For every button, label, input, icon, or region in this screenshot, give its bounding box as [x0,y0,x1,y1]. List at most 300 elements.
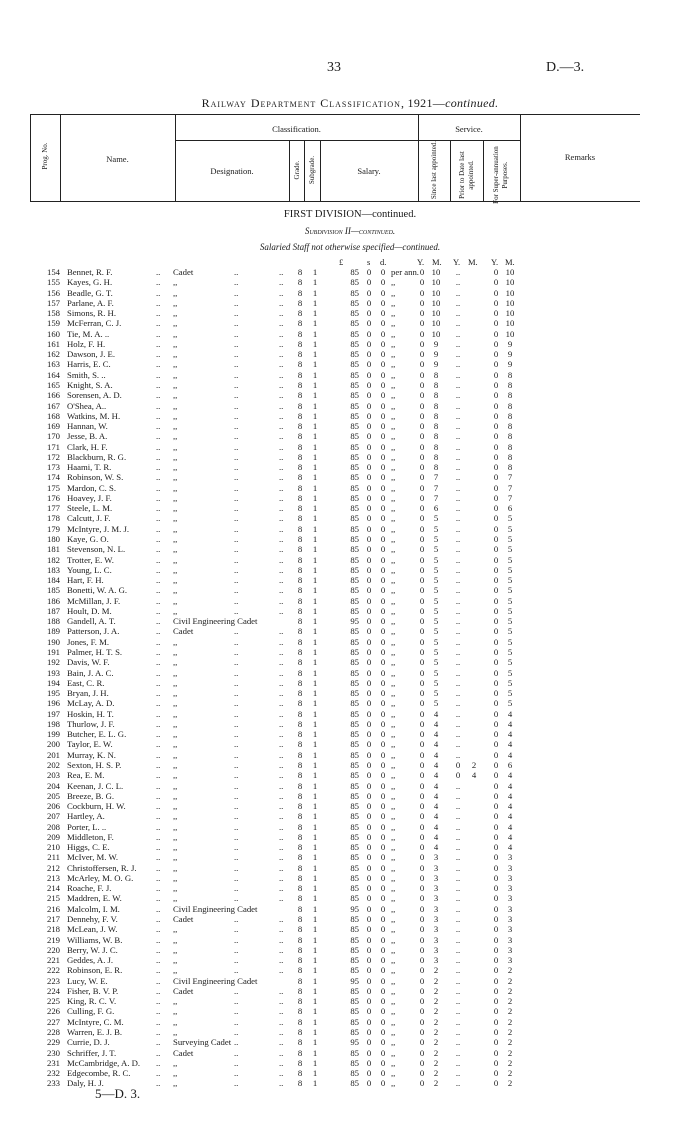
dot-leader: .. [156,534,161,545]
grade-cell: 8 [297,924,303,935]
since-last-months-cell: 5 [433,534,439,545]
prior-years-cell: .. [455,369,461,380]
unit-y3: Y. [491,257,499,267]
salary-pence-cell: 0 [380,534,386,545]
designation-cell: ,, [173,924,178,935]
salary-pounds-cell: 85 [350,646,359,657]
dot-leader: .. [156,441,161,452]
table-row [0,955,700,965]
dot-leader: .. [234,503,239,514]
since-last-years-cell: 0 [419,523,425,534]
dot-leader: .. [279,1068,284,1079]
dot-leader: .. [279,595,284,606]
grade-cell: 8 [297,482,303,493]
salary-shillings-cell: 0 [366,852,372,863]
salary-pounds-cell: 85 [350,657,359,668]
grade-cell: 8 [297,277,303,288]
prior-years-cell: .. [455,862,461,873]
superannuation-years-cell: 0 [493,759,499,770]
superannuation-months-cell: 5 [507,688,513,699]
since-last-years-cell: 0 [419,379,425,390]
table-row [0,863,700,873]
salary-shillings-cell: 0 [366,564,372,575]
since-last-years-cell: 0 [419,934,425,945]
dot-leader: .. [234,780,239,791]
salary-period-cell: ,, [391,513,396,524]
salary-period-cell: ,, [391,1078,396,1089]
superannuation-years-cell: 0 [493,359,499,370]
name-cell: Roache, F. J. [67,883,112,894]
since-last-months-cell: 10 [431,308,441,319]
since-last-years-cell: 0 [419,790,425,801]
dot-leader: .. [234,441,239,452]
grade-cell: 8 [297,267,303,277]
table-row [0,524,700,534]
since-last-months-cell: 5 [433,698,439,709]
designation-cell: Cadet [173,985,194,996]
dot-leader: .. [279,1026,284,1037]
prog-no-cell: 162 [46,349,60,360]
designation-cell: Cadet [173,1047,194,1058]
superannuation-months-cell: 3 [507,944,513,955]
subgrade-cell: 1 [312,893,318,904]
salary-pounds-cell: 85 [350,318,359,329]
since-last-months-cell: 8 [433,369,439,380]
dot-leader: .. [279,277,284,288]
designation-cell: ,, [173,308,178,319]
prior-years-cell: .. [455,688,461,699]
salary-period-cell: ,, [391,369,396,380]
superannuation-years-cell: 0 [493,842,499,853]
salary-period-cell: ,, [391,472,396,483]
subgrade-cell: 1 [312,975,318,986]
name-cell: Taylor, E. W. [67,739,113,750]
dot-leader: .. [156,718,161,729]
prog-no-cell: 206 [46,801,60,812]
since-last-years-cell: 0 [419,585,425,596]
designation-cell: ,, [173,431,178,442]
salary-period-cell: ,, [391,831,396,842]
dot-leader: .. [156,513,161,524]
prog-no-cell: 183 [46,564,60,575]
designation-cell: ,, [173,852,178,863]
superannuation-months-cell: 4 [507,831,513,842]
salary-shillings-cell: 0 [366,965,372,976]
superannuation-months-cell: 5 [507,564,513,575]
document-code: D.—3. [546,60,585,75]
prog-no-cell: 217 [46,914,60,924]
designation-cell: ,, [173,842,178,853]
dot-leader: .. [279,965,284,976]
since-last-years-cell: 0 [419,759,425,770]
salary-shillings-cell: 0 [366,349,372,360]
dot-leader: .. [156,462,161,473]
salary-pence-cell: 0 [380,503,386,514]
superannuation-years-cell: 0 [493,318,499,329]
designation-cell: ,, [173,636,178,647]
grade-cell: 8 [297,369,303,380]
grade-cell: 8 [297,595,303,606]
salary-period-cell: ,, [391,564,396,575]
since-last-years-cell: 0 [419,482,425,493]
salary-pounds-cell: 85 [350,338,359,349]
grade-cell: 8 [297,667,303,678]
table-row [0,503,700,513]
name-cell: Culling, F. G. [67,1006,115,1017]
subgrade-cell: 1 [312,1037,318,1048]
salary-period-cell: ,, [391,277,396,288]
since-last-years-cell: 0 [419,451,425,462]
dot-leader: .. [156,267,161,277]
dot-leader: .. [156,934,161,945]
dot-leader: .. [234,554,239,565]
salary-pounds-cell: 85 [350,955,359,966]
table-row [0,401,700,411]
salary-shillings-cell: 0 [366,441,372,452]
dot-leader: .. [156,698,161,709]
name-cell: Schriffer, J. T. [67,1047,117,1058]
dot-leader: .. [279,318,284,329]
since-last-months-cell: 5 [433,616,439,627]
salary-period-cell: ,, [391,872,396,883]
designation-cell: ,, [173,421,178,432]
superannuation-months-cell: 4 [507,708,513,719]
dot-leader: .. [234,636,239,647]
prog-no-cell: 227 [46,1016,60,1027]
salary-shillings-cell: 0 [366,287,372,298]
superannuation-months-cell: 7 [507,472,513,483]
dot-leader: .. [156,410,161,421]
since-last-years-cell: 0 [419,338,425,349]
superannuation-years-cell: 0 [493,287,499,298]
table-row [0,534,700,544]
salary-period-cell: ,, [391,451,396,462]
superannuation-years-cell: 0 [493,708,499,719]
superannuation-years-cell: 0 [493,790,499,801]
prog-no-cell: 170 [46,431,60,442]
subgrade-cell: 1 [312,564,318,575]
superannuation-years-cell: 0 [493,636,499,647]
salary-period-cell: ,, [391,903,396,914]
salary-pounds-cell: 85 [350,369,359,380]
dot-leader: .. [279,626,284,637]
dot-leader: .. [279,821,284,832]
salary-shillings-cell: 0 [366,914,372,924]
grade-cell: 8 [297,472,303,483]
superannuation-months-cell: 5 [507,616,513,627]
designation-cell: ,, [173,801,178,812]
salary-pounds-cell: 85 [350,759,359,770]
salary-shillings-cell: 0 [366,267,372,277]
grade-cell: 8 [297,770,303,781]
dot-leader: .. [234,646,239,657]
prior-years-cell: .. [455,708,461,719]
designation-cell: ,, [173,503,178,514]
prog-no-cell: 204 [46,780,60,791]
page-number: 33 [327,60,341,75]
grade-cell: 8 [297,503,303,514]
superannuation-months-cell: 8 [507,431,513,442]
superannuation-months-cell: 4 [507,790,513,801]
since-last-months-cell: 10 [431,328,441,339]
superannuation-years-cell: 0 [493,379,499,390]
salary-period-cell: ,, [391,605,396,616]
salary-shillings-cell: 0 [366,985,372,996]
designation-cell: ,, [173,349,178,360]
dot-leader: .. [279,801,284,812]
since-last-months-cell: 10 [431,277,441,288]
since-last-years-cell: 0 [419,914,425,924]
salary-shillings-cell: 0 [366,667,372,678]
prior-years-cell: .. [455,955,461,966]
since-last-years-cell: 0 [419,410,425,421]
superannuation-months-cell: 4 [507,718,513,729]
name-cell: Calcutt, J. F. [67,513,111,524]
salary-pence-cell: 0 [380,996,386,1007]
dot-leader: .. [156,277,161,288]
since-last-months-cell: 3 [433,862,439,873]
prior-years-cell: .. [455,359,461,370]
dot-leader: .. [234,431,239,442]
salary-pounds-cell: 85 [350,379,359,390]
superannuation-years-cell: 0 [493,616,499,627]
dot-leader: .. [156,431,161,442]
table-row [0,472,700,482]
salary-shillings-cell: 0 [366,944,372,955]
dot-leader: .. [156,554,161,565]
since-last-months-cell: 5 [433,585,439,596]
salary-shillings-cell: 0 [366,626,372,637]
since-last-months-cell: 9 [433,359,439,370]
salary-period-cell: ,, [391,482,396,493]
grade-cell: 8 [297,1078,303,1089]
designation-cell: ,, [173,657,178,668]
subgrade-cell: 1 [312,308,318,319]
subgrade-cell: 1 [312,523,318,534]
since-last-months-cell: 10 [431,287,441,298]
superannuation-months-cell: 10 [505,328,515,339]
dot-leader: .. [156,688,161,699]
table-row [0,575,700,585]
superannuation-years-cell: 0 [493,893,499,904]
since-last-years-cell: 0 [419,359,425,370]
superannuation-months-cell: 3 [507,883,513,894]
name-cell: Gandell, A. T. [67,616,116,627]
grade-cell: 8 [297,451,303,462]
salary-pounds-cell: 85 [350,1026,359,1037]
since-last-months-cell: 5 [433,513,439,524]
table-row [0,277,700,287]
prog-no-cell: 171 [46,441,60,452]
salary-period-cell: ,, [391,328,396,339]
superannuation-years-cell: 0 [493,544,499,555]
salary-shillings-cell: 0 [366,410,372,421]
salary-shillings-cell: 0 [366,677,372,688]
prog-no-cell: 176 [46,492,60,503]
prog-no-cell: 222 [46,965,60,976]
subgrade-cell: 1 [312,872,318,883]
superannuation-years-cell: 0 [493,400,499,411]
table-row [0,914,700,924]
grade-cell: 8 [297,821,303,832]
salary-shillings-cell: 0 [366,996,372,1007]
salary-shillings-cell: 0 [366,770,372,781]
prog-no-cell: 223 [46,975,60,986]
dot-leader: .. [156,1016,161,1027]
dot-leader: .. [234,1026,239,1037]
prog-no-cell: 200 [46,739,60,750]
dot-leader: .. [234,985,239,996]
designation-cell: ,, [173,554,178,565]
since-last-years-cell: 0 [419,718,425,729]
since-last-months-cell: 8 [433,462,439,473]
subgrade-cell: 1 [312,718,318,729]
dot-leader: .. [156,492,161,503]
salary-shillings-cell: 0 [366,934,372,945]
salary-shillings-cell: 0 [366,277,372,288]
grade-cell: 8 [297,575,303,586]
dot-leader: .. [156,852,161,863]
salary-shillings-cell: 0 [366,801,372,812]
superannuation-years-cell: 0 [493,739,499,750]
since-last-years-cell: 0 [419,1026,425,1037]
salary-pence-cell: 0 [380,616,386,627]
table-row [0,318,700,328]
prior-years-cell: .. [455,729,461,740]
salary-pounds-cell: 85 [350,421,359,432]
prog-no-cell: 220 [46,944,60,955]
salary-pence-cell: 0 [380,431,386,442]
superannuation-years-cell: 0 [493,821,499,832]
subgrade-cell: 1 [312,318,318,329]
dot-leader: .. [156,636,161,647]
dot-leader: .. [156,893,161,904]
since-last-months-cell: 6 [433,503,439,514]
name-cell: Cockburn, H. W. [67,801,126,812]
since-last-years-cell: 0 [419,308,425,319]
grade-cell: 8 [297,842,303,853]
salary-shillings-cell: 0 [366,1068,372,1079]
superannuation-years-cell: 0 [493,677,499,688]
salary-pence-cell: 0 [380,903,386,914]
grade-cell: 8 [297,523,303,534]
superannuation-years-cell: 0 [493,698,499,709]
salary-period-cell: ,, [391,749,396,760]
superannuation-months-cell: 5 [507,698,513,709]
dot-leader: .. [279,759,284,770]
salary-shillings-cell: 0 [366,729,372,740]
salary-shillings-cell: 0 [366,739,372,750]
name-cell: Geddes, A. J. [67,955,114,966]
prog-no-cell: 199 [46,729,60,740]
dot-leader: .. [234,718,239,729]
prior-years-cell: .. [455,595,461,606]
salary-pence-cell: 0 [380,585,386,596]
designation-cell: ,, [173,708,178,719]
prior-years-cell: .. [455,944,461,955]
prog-no-cell: 165 [46,379,60,390]
superannuation-years-cell: 0 [493,441,499,452]
since-last-months-cell: 3 [433,903,439,914]
table-row [0,431,700,441]
salary-pence-cell: 0 [380,575,386,586]
subgrade-cell: 1 [312,400,318,411]
prior-years-cell: .. [455,852,461,863]
salary-period-cell: ,, [391,1016,396,1027]
designation-cell: ,, [173,821,178,832]
dot-leader: .. [279,1078,284,1089]
subgrade-cell: 1 [312,277,318,288]
salary-period-cell: ,, [391,308,396,319]
salary-shillings-cell: 0 [366,503,372,514]
salary-period-cell: ,, [391,842,396,853]
salary-pence-cell: 0 [380,492,386,503]
since-last-months-cell: 2 [433,1057,439,1068]
salary-shillings-cell: 0 [366,338,372,349]
dot-leader: .. [279,944,284,955]
salary-period-cell: ,, [391,975,396,986]
prior-years-cell: .. [455,1078,461,1089]
salary-pounds-cell: 85 [350,944,359,955]
superannuation-months-cell: 8 [507,400,513,411]
dot-leader: .. [156,564,161,575]
superannuation-years-cell: 0 [493,1047,499,1058]
salary-pence-cell: 0 [380,390,386,401]
name-cell: Knight, S. A. [67,379,113,390]
table-row [0,750,700,760]
dot-leader: .. [234,872,239,883]
prior-years-cell: .. [455,893,461,904]
dot-leader: .. [234,369,239,380]
since-last-months-cell: 8 [433,379,439,390]
salary-pounds-cell: 85 [350,934,359,945]
table-row [0,329,700,339]
since-last-months-cell: 3 [433,934,439,945]
since-last-months-cell: 5 [433,575,439,586]
superannuation-months-cell: 10 [505,267,515,277]
superannuation-months-cell: 2 [507,1078,513,1089]
since-last-years-cell: 0 [419,564,425,575]
since-last-years-cell: 0 [419,903,425,914]
dot-leader: .. [279,513,284,524]
salary-pounds-cell: 85 [350,267,359,277]
salary-shillings-cell: 0 [366,811,372,822]
salary-shillings-cell: 0 [366,616,372,627]
salary-pence-cell: 0 [380,462,386,473]
dot-leader: .. [156,708,161,719]
dot-leader: .. [156,780,161,791]
prog-no-cell: 180 [46,534,60,545]
since-last-years-cell: 0 [419,688,425,699]
since-last-months-cell: 4 [433,749,439,760]
name-cell: Christoffersen, R. J. [67,862,137,873]
salary-pence-cell: 0 [380,277,386,288]
superannuation-years-cell: 0 [493,718,499,729]
salary-pounds-cell: 85 [350,441,359,452]
staff-note [0,242,700,252]
subgrade-cell: 1 [312,759,318,770]
since-last-months-cell: 4 [433,729,439,740]
grade-cell: 8 [297,749,303,760]
salary-period-cell: ,, [391,410,396,421]
table-row [0,760,700,770]
salary-period-cell: ,, [391,688,396,699]
since-last-years-cell: 0 [419,472,425,483]
salary-period-cell: ,, [391,739,396,750]
salary-shillings-cell: 0 [366,718,372,729]
dot-leader: .. [156,626,161,637]
designation-cell: ,, [173,934,178,945]
